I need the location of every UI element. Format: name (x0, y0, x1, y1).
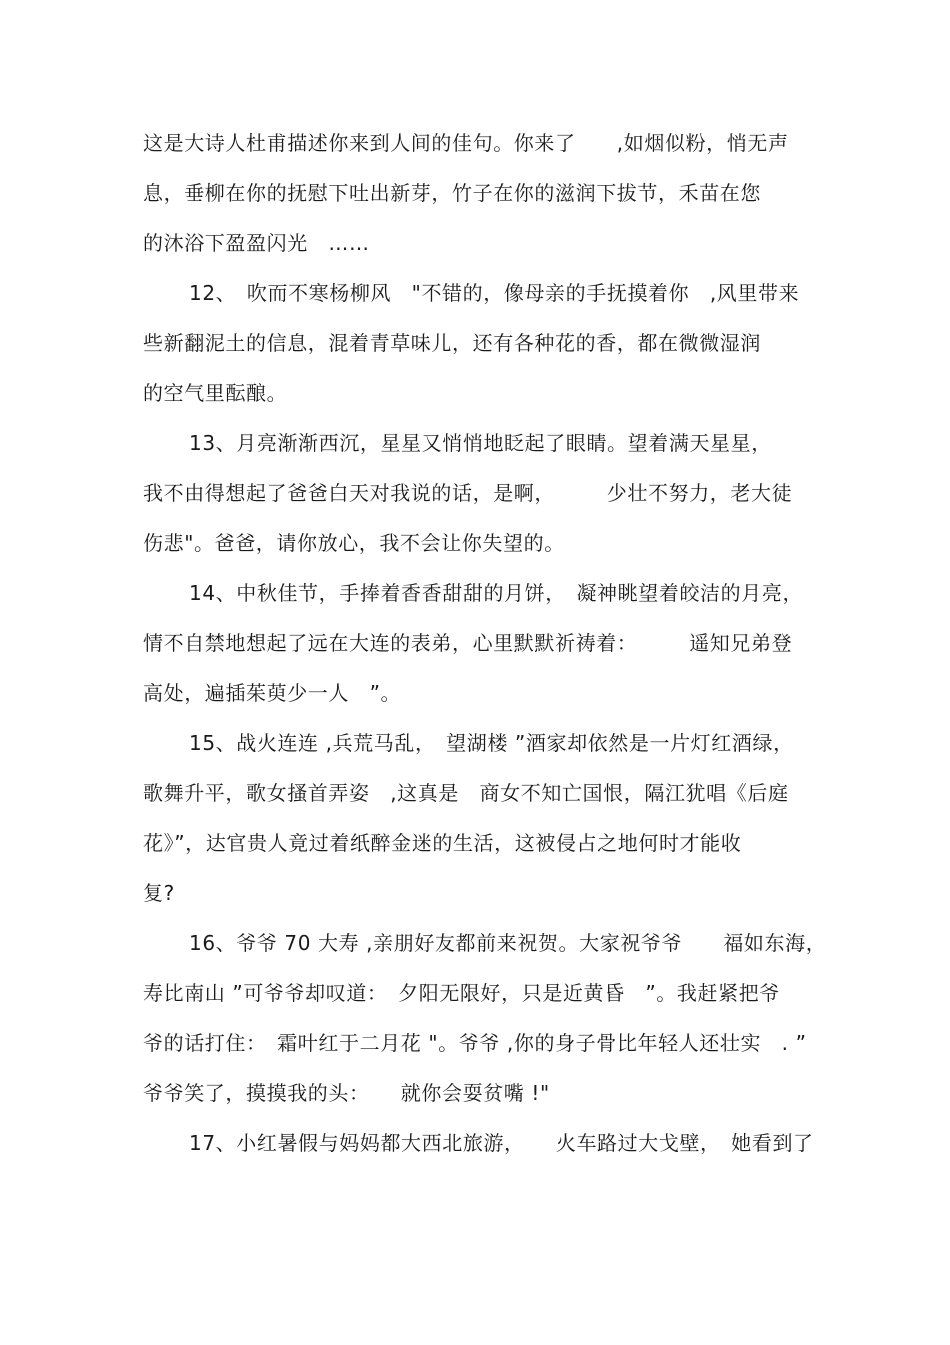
paragraph-17-start: 17、小红暑假与妈妈都大西北旅游， 火车路过大戈壁， 她看到了 (189, 1131, 814, 1155)
text-line: 的沐浴下盈盈闪光 …… (143, 231, 370, 255)
text-line: 复? (143, 881, 175, 905)
text-line: 些新翻泥土的信息，混着青草味儿，还有各种花的香，都在微微湿润 (143, 331, 761, 355)
text-line: 高处，遍插茱萸少一人 ”。 (143, 681, 402, 705)
text-line: 这是大诗人杜甫描述你来到人间的佳句。你来了 ,如烟似粉，悄无声 (143, 131, 789, 155)
text-line: 爷的话打住： 霜叶红于二月花 "。爷爷 ,你的身子骨比年轻人还壮实 . ” (143, 1031, 807, 1055)
paragraph-13-start: 13、月亮渐渐西沉，星星又悄悄地眨起了眼睛。望着满天星星， (189, 431, 772, 455)
text-line: 寿比南山 ”可爷爷却叹道： 夕阳无限好，只是近黄昏 ”。我赶紧把爷 (143, 981, 780, 1005)
text-line: 的空气里酝酿。 (143, 381, 288, 405)
paragraph-16-start: 16、爷爷 70 大寿 ,亲朋好友都前来祝贺。大家祝爷爷 福如东海， (189, 931, 827, 955)
paragraph-14-start: 14、中秋佳节，手捧着香香甜甜的月饼， 凝神眺望着皎洁的月亮， (189, 581, 804, 605)
text-line: 情不自禁地想起了远在大连的表弟，心里默默祈祷着： 遥知兄弟登 (143, 631, 793, 655)
text-line: 爷爷笑了，摸摸我的头： 就你会耍贫嘴 !" (143, 1081, 550, 1105)
text-line: 伤悲"。爸爸，请你放心，我不会让你失望的。 (143, 531, 565, 555)
text-line: 花》”，达官贵人竟过着纸醉金迷的生活，这被侵占之地何时才能收 (143, 831, 742, 855)
paragraph-15-start: 15、战火连连 ,兵荒马乱， 望湖楼 ”酒家却依然是一片灯红酒绿， (189, 731, 794, 755)
text-line: 息，垂柳在你的抚慰下吐出新芽，竹子在你的滋润下拔节，禾苗在您 (143, 181, 761, 205)
text-line: 歌舞升平，歌女搔首弄姿 ,这真是 商女不知亡国恨，隔江犹唱《后庭 (143, 781, 789, 805)
text-line: 我不由得想起了爸爸白天对我说的话，是啊， 少壮不努力，老大徒 (143, 481, 793, 505)
paragraph-12-start: 12、 吹而不寒杨柳风 "不错的，像母亲的手抚摸着你 ,风里带来 (189, 281, 800, 305)
